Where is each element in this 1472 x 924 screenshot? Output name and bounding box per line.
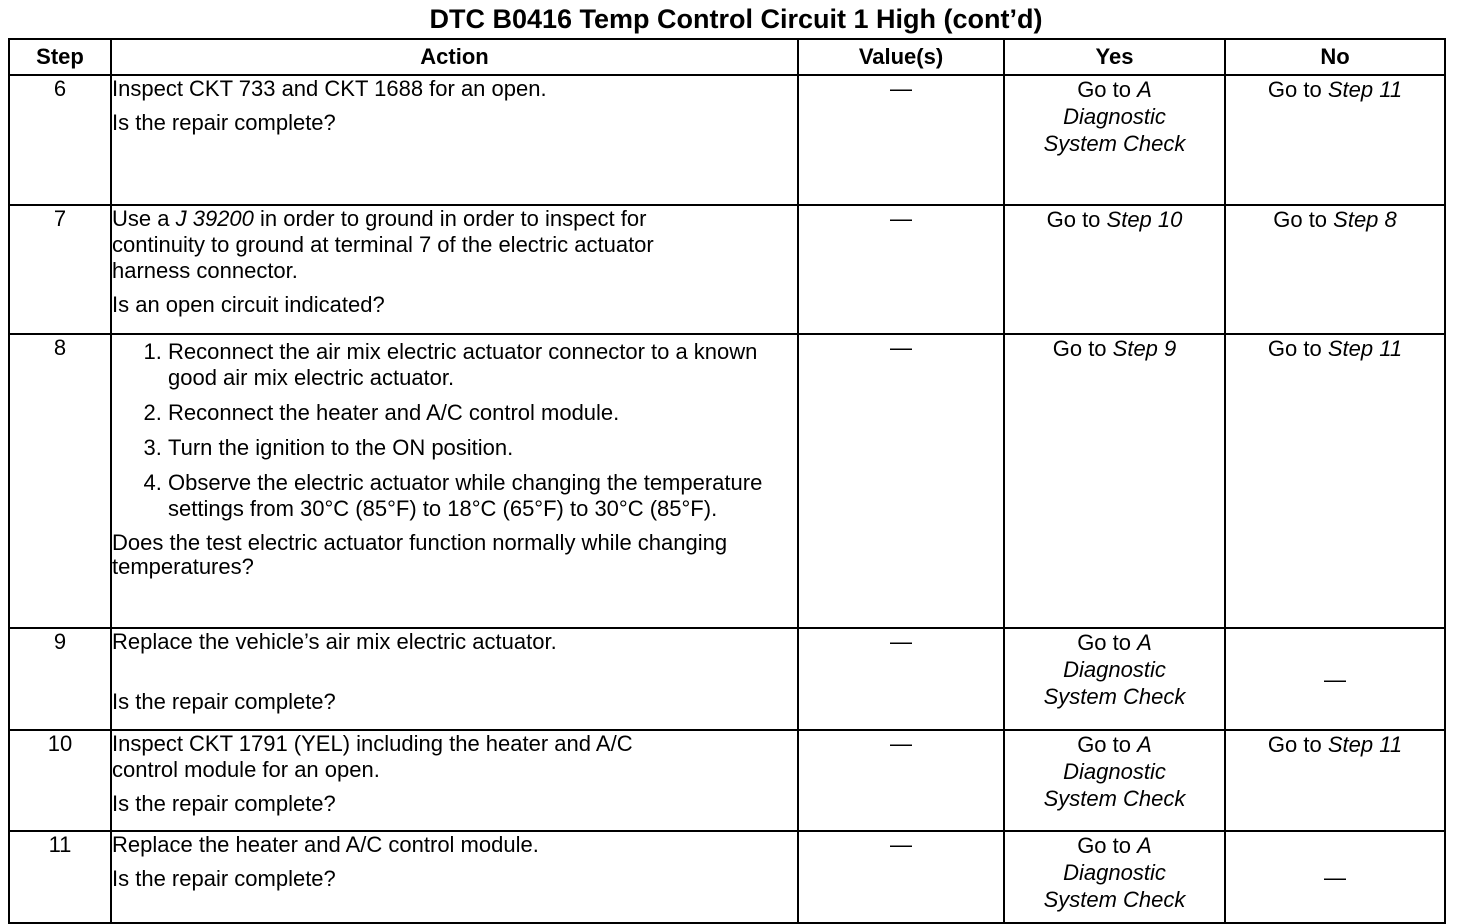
value-cell (798, 75, 1004, 205)
yes-link[interactable]: Go to Step 10 (1046, 207, 1183, 232)
no-dash: — (1324, 666, 1346, 692)
step-number: 11 (9, 831, 111, 923)
no-link[interactable]: Go to Step 11 (1267, 336, 1403, 361)
tool-reference: J 39200 (175, 206, 254, 231)
step-number: 6 (9, 75, 111, 205)
yes-link[interactable]: Go to Step 9 (1052, 336, 1177, 361)
diagnostic-table (8, 38, 1446, 924)
yes-link[interactable]: Go to A (1077, 732, 1152, 757)
table-row (9, 75, 1445, 205)
yes-cell: Go to A Diagnostic System Check (1004, 831, 1225, 923)
yes-cell: Go to A Diagnostic System Check (1004, 730, 1225, 831)
action-question: Is the repair complete? (112, 689, 336, 714)
value-cell (798, 628, 1004, 730)
action-cell (111, 334, 798, 628)
no-link[interactable]: Go to Step 11 (1267, 77, 1403, 102)
table-row (9, 628, 1445, 730)
action-text: Replace the heater and A/C control module. (112, 832, 539, 857)
value-dash: — (890, 731, 912, 756)
no-cell (1225, 75, 1445, 205)
action-text: Use a J 39200 in order to ground in order to inspect for (112, 206, 647, 231)
action-question: Is the repair complete? (112, 866, 336, 891)
table-header-row (9, 39, 1445, 75)
list-item: 4. Observe the electric actuator while changing the temperature settings from 30°C (85°F) to 18°C (65°F) to 30°C (85°F). (168, 470, 797, 522)
step-number: 7 (9, 205, 111, 334)
value-cell (798, 730, 1004, 831)
no-cell (1225, 628, 1445, 730)
value-cell (798, 205, 1004, 334)
no-dash: — (1324, 864, 1346, 890)
yes-link[interactable]: Go to A (1077, 77, 1152, 102)
value-dash: — (890, 832, 912, 857)
action-question: Does the test electric actuator function normally while changing temperatures? (112, 530, 728, 579)
step-number: 10 (9, 730, 111, 831)
header-action: Action (111, 39, 798, 75)
action-cell (111, 831, 798, 923)
table-row (9, 831, 1445, 923)
value-cell (798, 831, 1004, 923)
action-text: Inspect CKT 1791 (YEL) including the heater and A/C (112, 731, 633, 756)
action-text: Replace the vehicle’s air mix electric actuator. (112, 629, 557, 654)
action-question: Is the repair complete? (112, 791, 336, 816)
header-no: No (1225, 39, 1445, 75)
action-cell: Inspect CKT 1791 (YEL) including the heater and A/C control module for an open. Is the repair complete? (111, 730, 798, 831)
header-values: Value(s) (798, 39, 1004, 75)
no-link[interactable]: Go to Step 8 (1273, 207, 1397, 232)
no-cell (1225, 730, 1445, 831)
list-item: 2. Reconnect the heater and A/C control module. (168, 400, 797, 426)
step-number: 8 (9, 334, 111, 628)
yes-cell (1004, 205, 1225, 334)
value-dash: — (890, 76, 912, 101)
action-question: Is the repair complete? (112, 110, 336, 135)
yes-link[interactable]: Go to A (1077, 833, 1152, 858)
no-cell (1225, 831, 1445, 923)
header-step: Step (9, 39, 111, 75)
action-question: Is an open circuit indicated? (112, 292, 385, 317)
yes-cell (1004, 334, 1225, 628)
no-cell (1225, 205, 1445, 334)
page-title: DTC B0416 Temp Control Circuit 1 High (cont’d) (429, 4, 1043, 34)
procedure-list (112, 339, 797, 522)
step-number: 9 (9, 628, 111, 730)
no-link[interactable]: Go to Step 11 (1267, 732, 1403, 757)
header-yes: Yes (1004, 39, 1225, 75)
table-row (9, 334, 1445, 628)
value-dash: — (890, 335, 912, 360)
yes-cell: Go to A Diagnostic System Check (1004, 628, 1225, 730)
value-dash: — (890, 629, 912, 654)
yes-link[interactable]: Go to A (1077, 630, 1152, 655)
action-cell: Use a J 39200 in order to ground in order to inspect for continuity to ground at terminal 7 of the electric actuator harness connector. Is an open circuit indicated? (111, 205, 798, 334)
value-dash: — (890, 206, 912, 231)
table-row (9, 205, 1445, 334)
list-item: 1. Reconnect the air mix electric actuator connector to a known good air mix electric actuator. (168, 339, 797, 391)
table-row (9, 730, 1445, 831)
action-text: Inspect CKT 733 and CKT 1688 for an open. (112, 76, 547, 101)
value-cell (798, 334, 1004, 628)
list-item: 3. Turn the ignition to the ON position. (168, 435, 797, 461)
yes-cell: Go to A Diagnostic System Check (1004, 75, 1225, 205)
action-cell (111, 628, 798, 730)
no-cell (1225, 334, 1445, 628)
action-cell (111, 75, 798, 205)
